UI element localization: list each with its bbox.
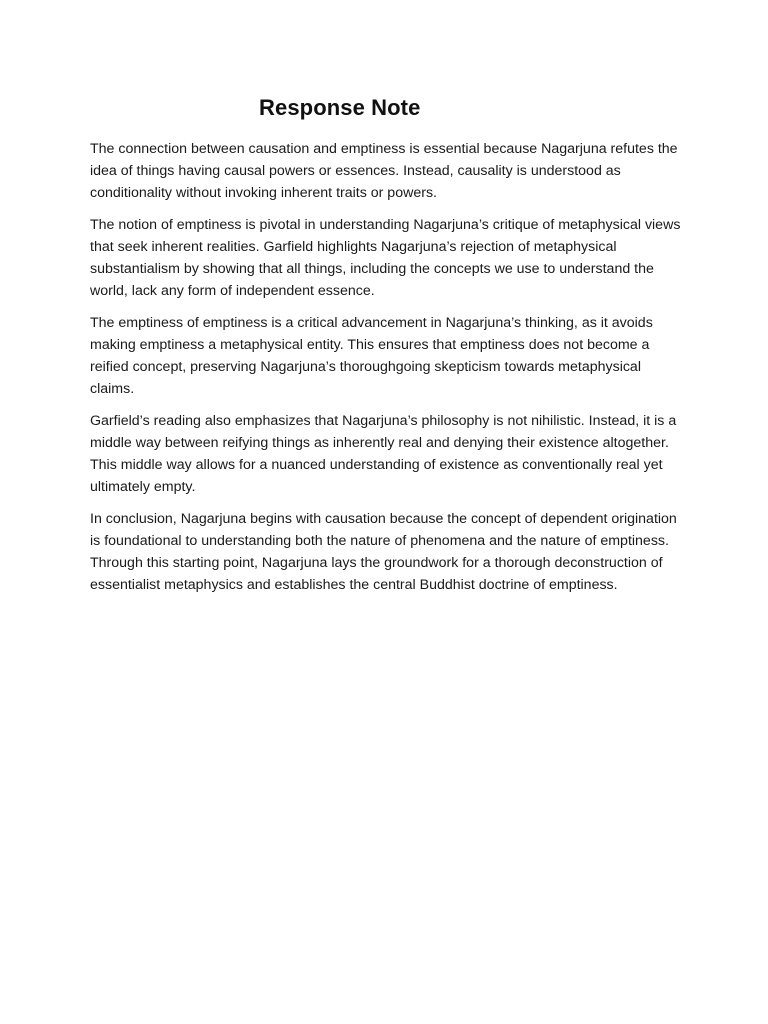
document-body — [90, 138, 682, 606]
paragraph-middle-way: Garfield’s reading also emphasizes that Nagarjuna’s philosophy is not nihilistic. Instead, it is a middle way between reifying things as inherently real and denying their existence altogether. This middle way allows for a nuanced understanding of existence as conventionally real yet ultimately empty. — [90, 413, 677, 495]
paragraph-emptiness-of-emptiness: The emptiness of emptiness is a critical advancement in Nagarjuna’s thinking, as it avoids making emptiness a metaphysical entity. This ensures that emptiness does not become a reified concept, preserving Nagarjuna’s thoroughgoing skepticism towards metaphysical claims. — [90, 315, 653, 397]
paragraph-notion-of-emptiness: The notion of emptiness is pivotal in understanding Nagarjuna’s critique of metaphysical views that seek inherent realities. Garfield highlights Nagarjuna’s rejection of metaphysical substantialism by showing that all things, including the concepts we use to understand the world, lack any form of independent essence. — [90, 217, 681, 299]
document-title: Response Note — [259, 95, 421, 120]
paragraph-causation-emptiness: The connection between causation and emptiness is essential because Nagarjuna refutes the idea of things having causal powers or essences. Instead, causality is understood as conditionality without invoking inherent traits or powers. — [90, 141, 678, 201]
paragraph-conclusion: In conclusion, Nagarjuna begins with causation because the concept of dependent origination is foundational to understanding both the nature of phenomena and the nature of emptiness. Through this starting point, Nagarjuna lays the groundwork for a thorough deconstruction of essentialist metaphysics and establishes the central Buddhist doctrine of emptiness. — [90, 511, 677, 593]
